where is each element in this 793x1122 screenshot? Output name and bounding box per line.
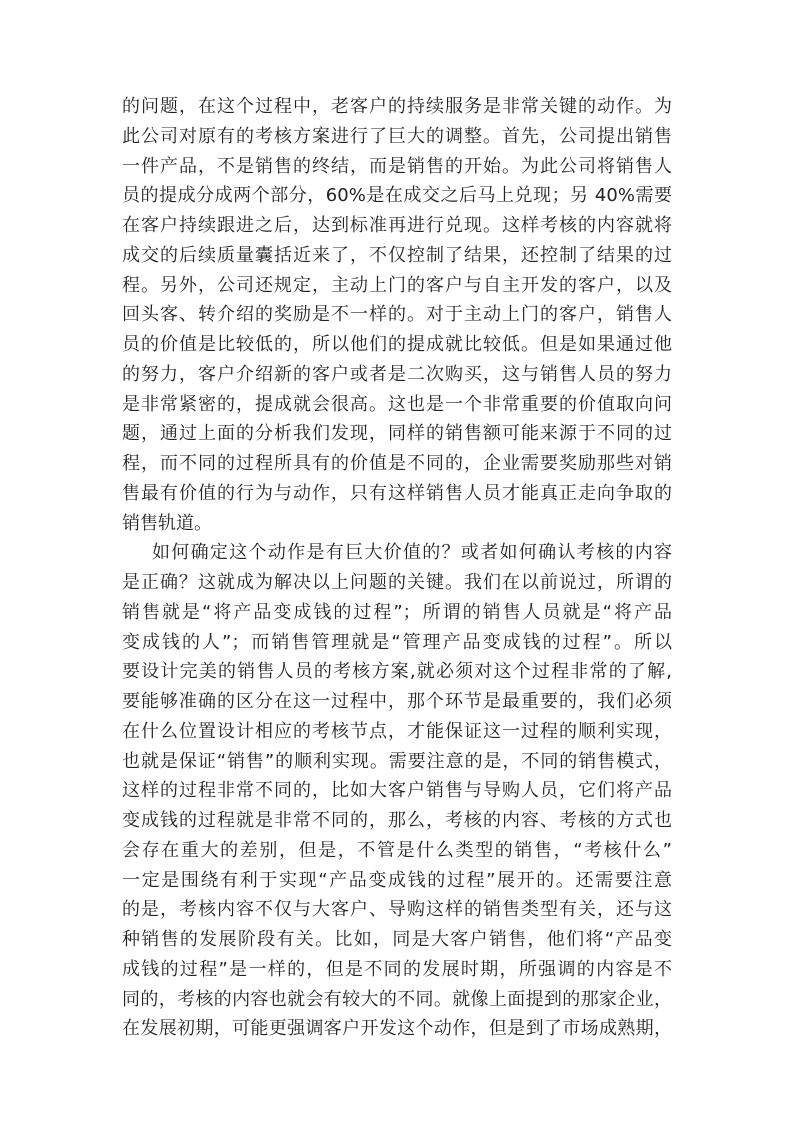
- text-line: 在发展初期，可能更强调客户开发这个动作，但是到了市场成熟期，: [122, 1018, 672, 1040]
- text-line: 在客户持续跟进之后，达到标准再进行兑现。这样考核的内容就将: [122, 215, 672, 236]
- paragraph-1: [122, 92, 672, 538]
- text-line: 员的价值是比较低的，所以他们的提成就比较低。但是如果通过他: [122, 334, 672, 355]
- text-line: 这样的过程非常不同的，比如大客户销售与导购人员，它们将产品: [122, 780, 672, 802]
- text-line: 如何确定这个动作是有巨大价值的？或者如何确认考核的内容: [152, 542, 672, 564]
- text-line: 题，通过上面的分析我们发现，同样的销售额可能来源于不同的过: [122, 423, 672, 445]
- text-line: 变成钱的人”；而销售管理就是“管理产品变成钱的过程”。所以: [122, 631, 672, 653]
- text-line: 一件产品，不是销售的终结，而是销售的开始。为此公司将销售人: [122, 155, 672, 177]
- text-line: 一定是围绕有利于实现“产品变成钱的过程”展开的。还需要注意: [122, 869, 672, 891]
- text-line: 变成钱的过程就是非常不同的，那么，考核的内容、考核的方式也: [122, 810, 672, 831]
- text-line: 回头客、转介绍的奖励是不一样的。对于主动上门的客户，销售人: [122, 304, 672, 326]
- text-line: 的问题，在这个过程中，老客户的持续服务是非常关键的动作。为: [122, 96, 672, 117]
- text-line: 会存在重大的差别，但是，不管是什么类型的销售，“考核什么”: [122, 839, 672, 861]
- text-line: 成交的后续质量囊括近来了，不仅控制了结果，还控制了结果的过: [122, 244, 672, 266]
- paragraph-2: [122, 538, 672, 1044]
- text-line: 售最有价值的行为与动作，只有这样销售人员才能真正走向争取的: [122, 482, 672, 504]
- text-line: 的是，考核内容不仅与大客户、导购这样的销售类型有关，还与这: [122, 899, 672, 921]
- text-line: 销售轨道。: [122, 512, 212, 534]
- text-line: 的努力，客户介绍新的客户或者是二次购买，这与销售人员的努力: [122, 363, 672, 385]
- text-line: 成钱的过程”是一样的，但是不同的发展时期，所强调的内容是不: [122, 958, 672, 980]
- text-line: 同的，考核的内容也就会有较大的不同。就像上面提到的那家企业，: [122, 988, 672, 1010]
- text-line: 在什么位置设计相应的考核节点，才能保证这一过程的顺利实现，: [122, 720, 672, 742]
- text-line: 此公司对原有的考核方案进行了巨大的调整。首先，公司提出销售: [122, 125, 672, 147]
- text-line: 种销售的发展阶段有关。比如，同是大客户销售，他们将“产品变: [122, 929, 672, 950]
- text-line: 要能够准确的区分在这一过程中，那个环节是最重要的，我们必须: [122, 691, 672, 712]
- text-line: 是非常紧密的，提成就会很高。这也是一个非常重要的价值取向问: [122, 393, 672, 415]
- text-line: 也就是保证“销售”的顺利实现。需要注意的是，不同的销售模式，: [122, 750, 672, 772]
- text-line: 程。另外，公司还规定，主动上门的客户与自主开发的客户，以及: [122, 274, 672, 296]
- text-line: 程，而不同的过程所具有的价值是不同的，企业需要奖励那些对销: [122, 453, 672, 474]
- text-line: 是正确？这就成为解决以上问题的关键。我们在以前说过，所谓的: [122, 572, 672, 593]
- text-line: 员的提成分成两个部分，60%是在成交之后马上兑现；另 40%需要: [122, 185, 672, 207]
- text-line: 要设计完美的销售人员的考核方案,就必须对这个过程非常的了解,: [122, 661, 672, 683]
- document-page: [122, 92, 672, 1044]
- text-line: 销售就是“将产品变成钱的过程”；所谓的销售人员就是“将产品: [122, 601, 672, 623]
